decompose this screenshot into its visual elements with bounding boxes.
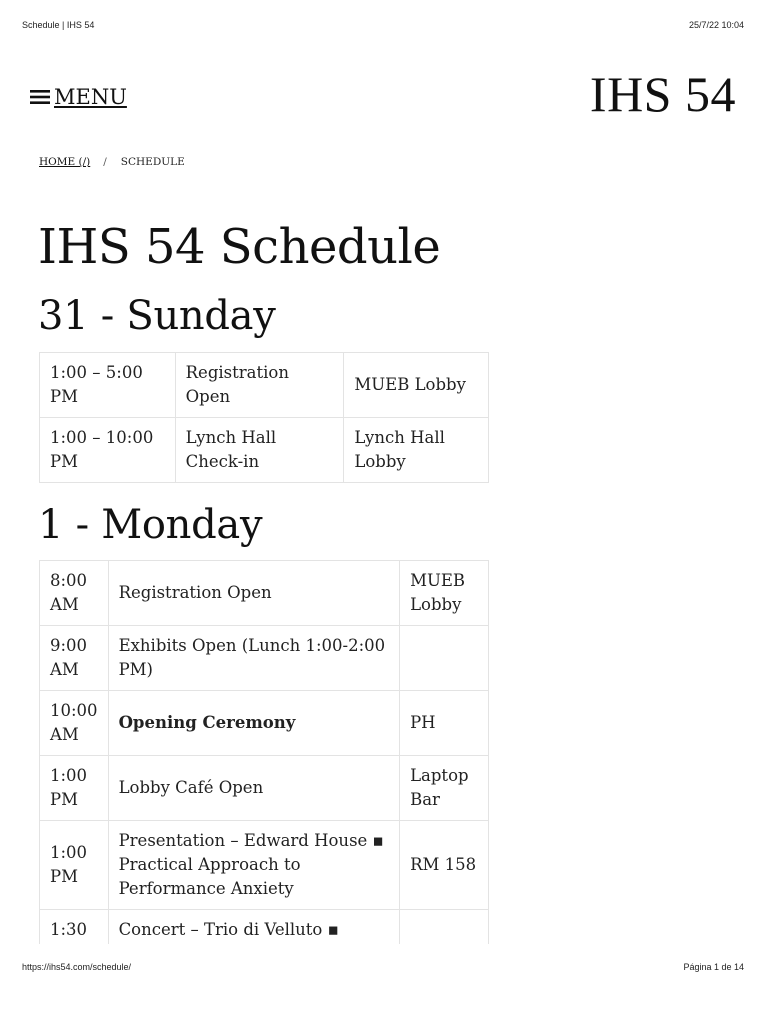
table-row [40,691,489,756]
page-title: IHS 54 Schedule [38,219,441,275]
table-row [40,821,489,910]
hamburger-icon [30,89,50,105]
breadcrumb-home-link[interactable]: HOME (/) [39,156,91,168]
print-footer [22,962,744,972]
event-cell: Registration Open [108,561,400,626]
menu-button[interactable] [30,85,127,109]
breadcrumb-current: SCHEDULE [120,156,185,168]
menu-label: MENU [54,85,127,109]
breadcrumb [39,156,185,168]
print-url: https://ihs54.com/schedule/ [22,962,132,972]
site-title[interactable]: IHS 54 [589,66,736,122]
time-cell: 8:00 AM [40,561,109,626]
time-cell: 1:00 PM [40,821,109,910]
table-row [40,353,489,418]
location-cell [400,626,489,691]
event-cell: Concert – Trio di Velluto ▪ [108,910,400,945]
day-heading-monday: 1 - Monday [38,502,263,548]
event-cell: Lynch Hall Check-in [175,418,344,483]
site-header [30,66,736,126]
event-cell: Lobby Café Open [108,756,400,821]
print-page-number: Página 1 de 14 [683,962,744,972]
schedule-table-monday-container [0,560,768,944]
location-cell: RM 158 [400,821,489,910]
time-cell: 1:30 [40,910,109,945]
table-row [40,418,489,483]
location-cell: Laptop Bar [400,756,489,821]
location-cell: MUEB Lobby [344,353,489,418]
time-cell: 1:00 – 5:00 PM [40,353,176,418]
table-row [40,756,489,821]
time-cell: 10:00 AM [40,691,109,756]
time-cell: 9:00 AM [40,626,109,691]
event-cell: Exhibits Open (Lunch 1:00-2:00 PM) [108,626,400,691]
location-cell: Lynch Hall Lobby [344,418,489,483]
location-cell [400,910,489,945]
schedule-table-sunday [39,352,489,483]
event-cell: Registration Open [175,353,344,418]
event-cell: Opening Ceremony [108,691,400,756]
event-cell: Presentation – Edward House ▪ Practical Approach to Performance Anxiety [108,821,400,910]
location-cell: MUEB Lobby [400,561,489,626]
time-cell: 1:00 – 10:00 PM [40,418,176,483]
table-row [40,561,489,626]
breadcrumb-separator: / [103,156,107,168]
print-header [22,20,744,30]
print-page-title: Schedule | IHS 54 [22,20,95,30]
schedule-table-monday [39,560,489,944]
time-cell: 1:00 PM [40,756,109,821]
location-cell: PH [400,691,489,756]
table-row [40,626,489,691]
day-heading-sunday: 31 - Sunday [38,293,276,339]
table-row [40,910,489,945]
print-datetime: 25/7/22 10:04 [688,20,744,30]
